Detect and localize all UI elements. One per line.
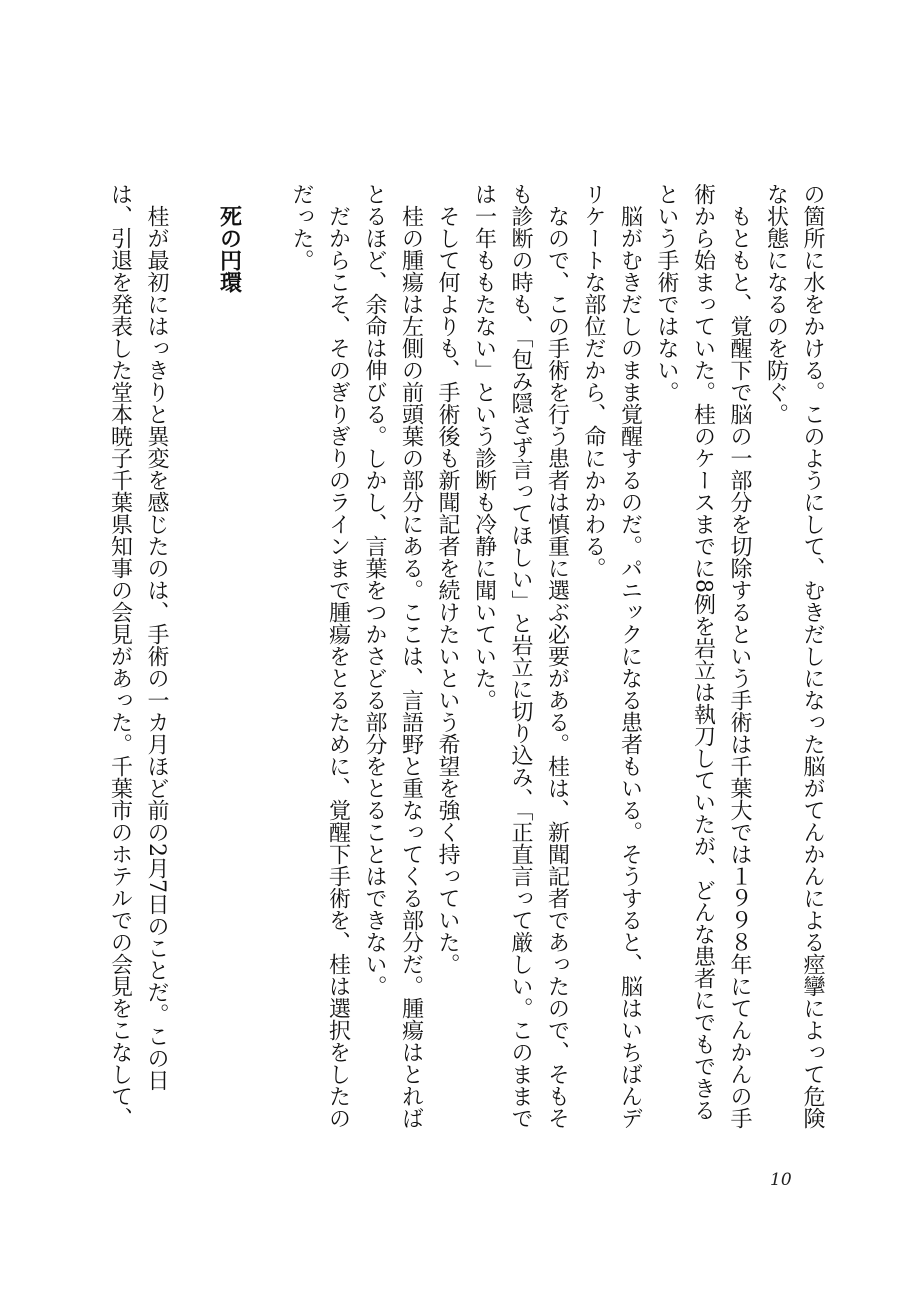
section-heading: 死の円環 <box>216 205 242 293</box>
paragraph: もともと、覚醒下で脳の一部分を切除するという手術は千葉大では１９９８年にてんかんの手術から始まっていた。桂のケースまでに8例を岩立は執刀していたが、どんな患者にでもできるという手術ではない。 <box>654 183 752 1129</box>
paragraph: 桂の腫瘍は左側の前頭葉の部分にある。ここは、言語野と重なってくる部分だ。腫瘍はとればとるほど、余命は伸びる。しかし、言葉をつかさどる部分をとることはできない。 <box>362 183 424 1129</box>
paragraph: なので、この手術を行う患者は慎重に選ぶ必要がある。桂は、新聞記者であったので、そもそも診断の時も、「包み隠さず言ってほしい」と岩立に切り込み、「正直言って厳しい。このままでは一年ももたない」という診断も冷静に聞いていた。 <box>471 183 570 1129</box>
paragraph-continuation: の箇所に水をかける。このようにして、むきだしになった脳がてんかんによる痙攣によって危険な状態になるのを防ぐ。 <box>763 183 825 1129</box>
vertical-text-body <box>101 183 830 1133</box>
paragraph: だからこそ、そのぎりぎりのラインまで腫瘍をとるために、覚醒下手術を、桂は選択をしたのだった。 <box>289 183 351 1129</box>
paragraph: 桂が最初にはっきりと異変を感じたのは、手術の一カ月ほど前の2月7日のことだ。この日は、引退を発表した堂本暁子千葉県知事の会見があった。千葉市のホテルでの会見をこなして、 <box>107 183 169 1129</box>
paragraph: 脳がむきだしのまま覚醒するのだ。パニックになる患者もいる。そうすると、脳はいちばんデリケートな部位だから、命にかかわる。 <box>581 183 643 1129</box>
paragraph: そして何よりも、手術後も新聞記者を続けたいという希望を強く持っていた。 <box>435 205 460 975</box>
page-number: 10 <box>770 1170 792 1190</box>
